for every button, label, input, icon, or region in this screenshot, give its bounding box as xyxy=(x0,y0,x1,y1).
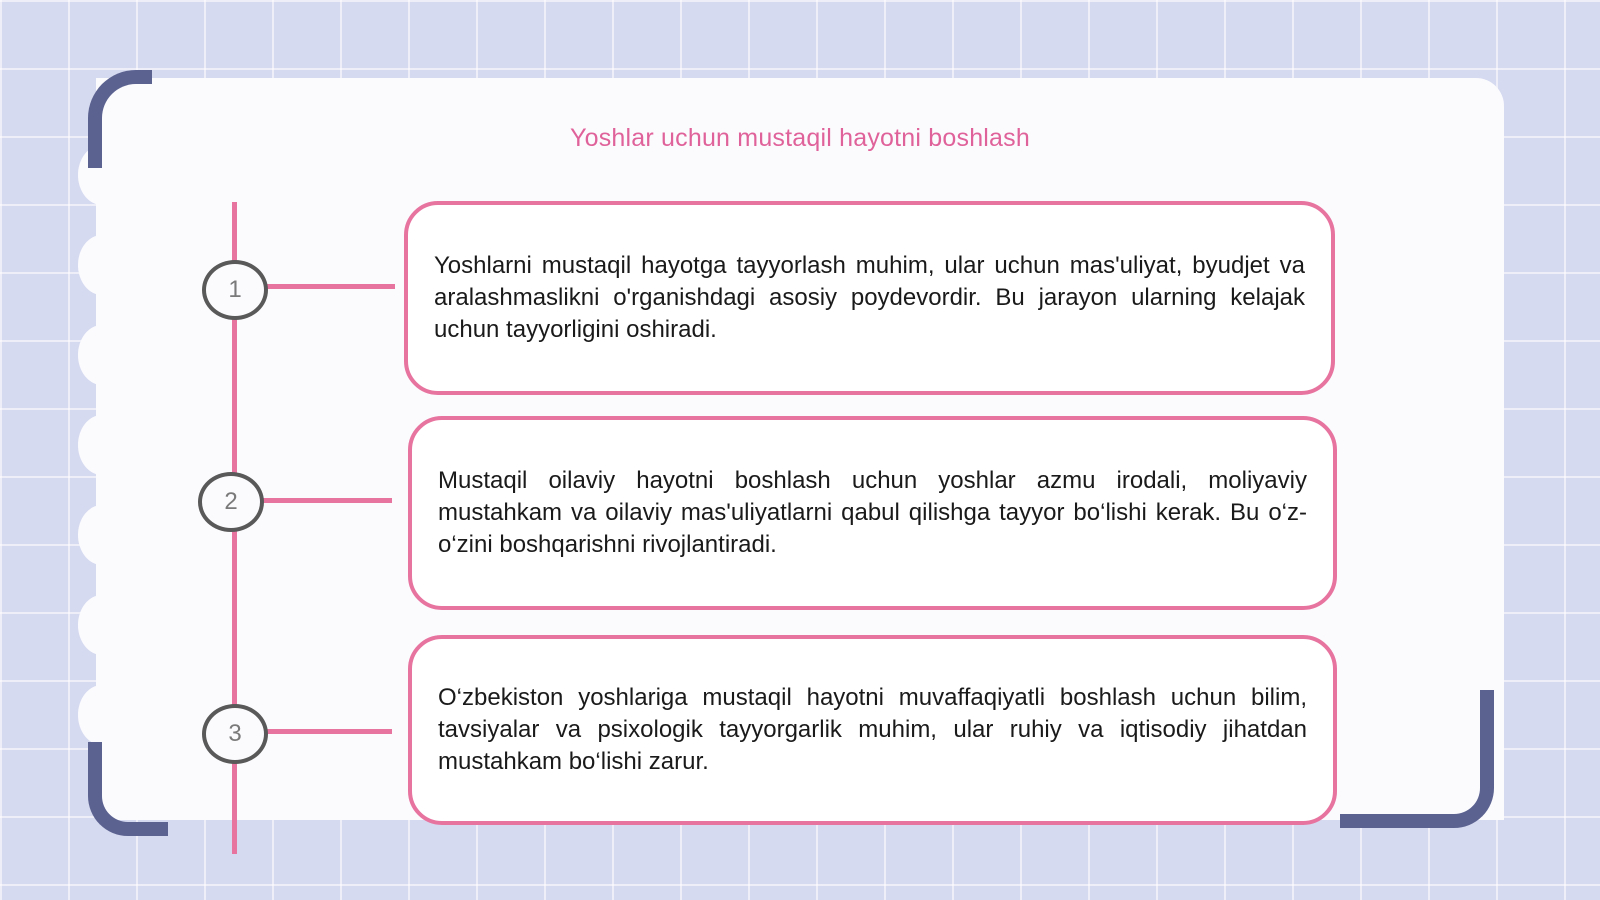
timeline-node-3: 3 xyxy=(202,704,268,764)
timeline-connector xyxy=(265,729,392,734)
timeline-node-2: 2 xyxy=(198,472,264,532)
timeline-card-3 xyxy=(408,635,1337,825)
timeline-card-text: O‘zbekiston yoshlariga mustaqil hayotni muvaffaqiyatli boshlash uchun bilim, tavsiyalar va psixologik tayyorgarlik muhim, ular ruhiy va iqtisodiy jihatdan mustahkam bo‘lishi zarur. xyxy=(438,684,1307,775)
paper-scallop xyxy=(78,235,126,295)
timeline-card-1 xyxy=(404,201,1335,395)
paper-scallop xyxy=(78,415,126,475)
frame-bracket-bottom-right xyxy=(1340,690,1494,828)
paper-scallop xyxy=(78,505,126,565)
frame-bracket-bottom-left xyxy=(88,742,168,836)
paper-scallop xyxy=(78,595,126,655)
timeline-card-text: Mustaqil oilaviy hayotni boshlash uchun yoshlar azmu irodali, moliyaviy mustahkam va oilaviy mas'uliyatlarni qabul qilishga tayyor bo‘lishi kerak. Bu o‘z-o‘zini boshqarishni rivojlantiradi. xyxy=(438,467,1307,558)
timeline-connector xyxy=(265,284,395,289)
timeline-node-1: 1 xyxy=(202,260,268,320)
slide-title: Yoshlar uchun mustaqil hayotni boshlash xyxy=(570,124,1030,152)
timeline-connector xyxy=(262,498,392,503)
timeline-card-text: Yoshlarni mustaqil hayotga tayyorlash muhim, ular uchun mas'uliyat, byudjet va aralashmaslikni o'rganishdagi asosiy poydevordir. Bu jarayon ularning kelajak uchun tayyorligini oshiradi. xyxy=(434,252,1305,343)
paper-scallop xyxy=(78,685,126,745)
timeline-card-2 xyxy=(408,416,1337,610)
paper-scallop xyxy=(78,325,126,385)
